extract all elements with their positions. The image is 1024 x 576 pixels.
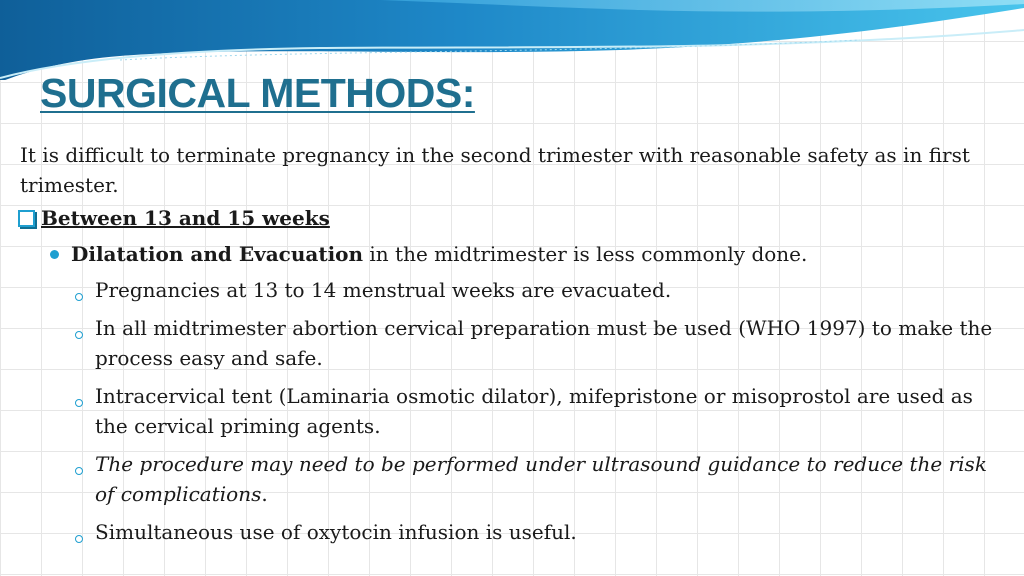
filled-circle-bullet-icon <box>50 250 59 259</box>
hollow-circle-bullet-icon <box>75 399 83 407</box>
sub-item-suffix: . <box>261 482 268 506</box>
sub-item <box>75 313 1005 373</box>
sub-item-text: Simultaneous use of oxytocin infusion is useful. <box>95 520 577 544</box>
sub-item-text: In all midtrimester abortion cervical preparation must be used (WHO 1997) to make the process easy and safe. <box>95 316 993 370</box>
hollow-circle-bullet-icon <box>75 331 83 339</box>
sub-item <box>75 517 1005 547</box>
slide-title: SURGICAL METHODS: <box>40 70 475 116</box>
section-heading: Between 13 and 15 weeks <box>41 206 330 230</box>
hollow-circle-bullet-icon <box>75 293 83 301</box>
section-heading-row <box>18 203 1005 233</box>
sub-item-text <box>95 449 1005 509</box>
sub-item <box>75 275 1005 305</box>
hollow-circle-bullet-icon <box>75 535 83 543</box>
sub-item-text: Intracervical tent (Laminaria osmotic dilator), mifepristone or misoprostol are used as the cervical priming agents. <box>95 384 973 438</box>
main-bullet <box>50 239 1005 269</box>
header-wave-banner <box>0 0 1024 80</box>
checkbox-bullet-icon <box>18 210 35 227</box>
sub-item-text: Pregnancies at 13 to 14 menstrual weeks are evacuated. <box>95 278 672 302</box>
hollow-circle-bullet-icon <box>75 467 83 475</box>
sub-item <box>75 381 1005 441</box>
main-bullet-text <box>71 239 807 269</box>
sub-item-italic: The procedure may need to be performed under ultrasound guidance to reduce the risk of complications <box>95 452 987 506</box>
slide-body <box>20 140 1005 555</box>
intro-paragraph: It is difficult to terminate pregnancy in the second trimester with reasonable safety as in first trimester. <box>20 143 970 197</box>
main-bullet-rest: in the midtrimester is less commonly done. <box>363 242 808 266</box>
main-bullet-bold: Dilatation and Evacuation <box>71 242 364 266</box>
sub-item <box>75 449 1005 509</box>
